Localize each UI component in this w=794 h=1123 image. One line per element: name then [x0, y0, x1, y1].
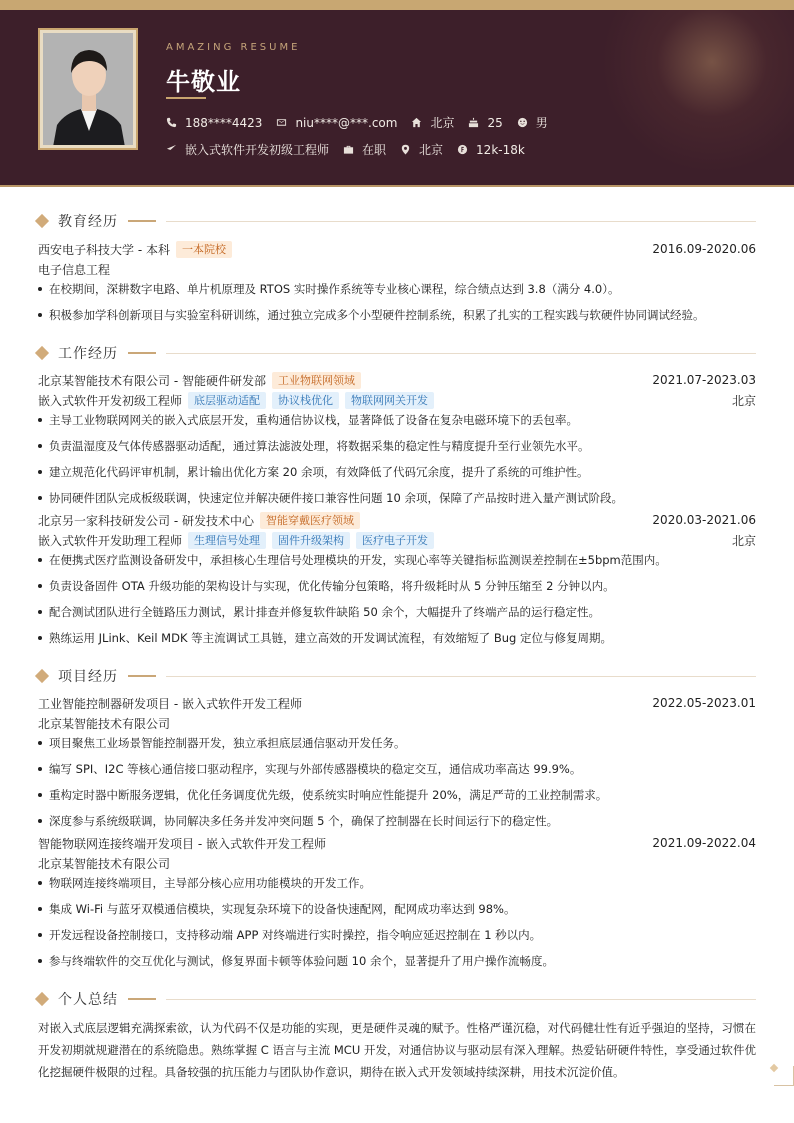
school-name: 西安电子科技大学 - 本科	[38, 242, 170, 257]
project-bullet: 物联网连接终端项目，主导部分核心应用功能模块的开发工作。	[38, 873, 756, 899]
skill-tag: 生理信号处理	[188, 532, 266, 549]
education-date: 2016.09-2020.06	[652, 242, 756, 256]
project-company-line	[38, 853, 756, 873]
major-name: 电子信息工程	[38, 262, 111, 277]
work-bullet: 在便携式医疗监测设备研发中，承担核心生理信号处理模块的开发，实现心率等关键指标监测误差控制在±5bpm范围内。	[38, 550, 756, 576]
work-bullet: 负责设备固件 OTA 升级功能的架构设计与实现，优化传输分包策略，将升级耗时从 5 分钟压缩至 2 分钟以内。	[38, 576, 756, 602]
work-header-line	[38, 510, 756, 530]
school-tier-tag: 一本院校	[176, 241, 232, 258]
section-heading: 个人总结	[58, 992, 118, 1008]
briefcase-icon	[343, 144, 354, 155]
heading-accent-bar	[128, 220, 156, 222]
smile-icon	[517, 117, 528, 128]
send-icon	[166, 144, 177, 155]
gender-text: 男	[535, 116, 548, 130]
role-name: 嵌入式软件开发初级工程师	[38, 393, 183, 408]
project-company-line	[38, 713, 756, 733]
work-bullet: 建立规范化代码评审机制，累计输出优化方案 20 余项，有效降低了代码冗余度，提升了系统的可维护性。	[38, 462, 756, 488]
project-header-line	[38, 693, 756, 713]
project-bullet: 编写 SPI、I2C 等核心通信接口驱动程序，实现与外部传感器模块的稳定交互，通信成功率高达 99.9%。	[38, 759, 756, 785]
target-role-text: 嵌入式软件开发初级工程师	[185, 143, 330, 157]
phone-item	[166, 116, 262, 130]
coin-icon	[457, 144, 468, 155]
email-text: niu****@***.com	[295, 115, 398, 130]
work-bullet: 协同硬件团队完成板级联调，快速定位并解决硬件接口兼容性问题 10 余项，保障了产品按时进入量产测试阶段。	[38, 488, 756, 514]
company-name: 北京另一家科技研发公司 - 研发技术中心	[38, 513, 254, 528]
work-location: 北京	[731, 393, 756, 408]
heading-accent-bar	[128, 998, 156, 1000]
industry-tag: 智能穿戴医疗领域	[260, 512, 360, 529]
target-city-text: 北京	[419, 143, 444, 157]
diamond-icon	[35, 214, 49, 228]
heading-accent-bar	[128, 352, 156, 354]
resume-tagline: AMAZING RESUME	[166, 42, 301, 53]
heading-rule	[166, 353, 756, 354]
work-entry	[38, 370, 756, 514]
work-header-line	[38, 370, 756, 390]
education-section-title	[34, 211, 756, 231]
diamond-icon	[35, 346, 49, 360]
skill-tag: 固件升级架构	[272, 532, 350, 549]
project-company: 北京某智能技术有限公司	[38, 856, 171, 871]
project-entry	[38, 693, 756, 837]
heading-rule	[166, 999, 756, 1000]
company-name: 北京某智能技术有限公司 - 智能硬件研发部	[38, 373, 266, 388]
email-item	[276, 116, 397, 130]
age-text: 25	[487, 115, 503, 130]
top-accent-strip	[0, 0, 794, 10]
work-entry	[38, 510, 756, 654]
work-date: 2020.03-2021.06	[652, 513, 756, 527]
project-bullet: 重构定时器中断服务逻辑，优化任务调度优先级，使系统实时响应性能提升 20%，满足严苛的工业控制需求。	[38, 785, 756, 811]
profile-photo-frame	[38, 28, 138, 150]
skill-tag: 底层驱动适配	[188, 392, 266, 409]
project-bullet: 深度参与系统级联调，协同解决多任务并发冲突问题 5 个，确保了控制器在长时间运行下的稳定性。	[38, 811, 756, 837]
major-line	[38, 259, 756, 279]
contact-row	[166, 114, 562, 131]
work-bullet: 配合测试团队进行全链路压力测试，累计排查并修复软件缺陷 50 余个，大幅提升了终端产品的运行稳定性。	[38, 602, 756, 628]
corner-rule-horizontal	[774, 1085, 794, 1086]
salary-item	[457, 143, 525, 157]
mail-icon	[276, 117, 287, 128]
education-header-line	[38, 239, 756, 259]
profile-photo	[43, 33, 133, 145]
diamond-icon	[35, 669, 49, 683]
summary-block	[38, 1017, 756, 1083]
project-bullet: 项目聚焦工业场景智能控制器开发，独立承担底层通信驱动开发任务。	[38, 733, 756, 759]
project-title: 工业智能控制器研发项目 - 嵌入式软件开发工程师	[38, 696, 302, 711]
role-name: 嵌入式软件开发助理工程师	[38, 533, 183, 548]
city-item	[411, 114, 454, 131]
person-avatar-icon	[43, 33, 133, 145]
role-line	[38, 530, 756, 550]
phone-text: 188****4423	[185, 115, 263, 130]
location-pin-icon	[400, 144, 411, 155]
skill-tag: 协议栈优化	[272, 392, 339, 409]
section-heading: 工作经历	[58, 346, 118, 362]
summary-section-title	[34, 989, 756, 1009]
heading-rule	[166, 676, 756, 677]
heading-accent-bar	[128, 675, 156, 677]
project-date: 2021.09-2022.04	[652, 836, 756, 850]
header-banner	[0, 10, 794, 187]
city-text: 北京	[430, 116, 455, 130]
heading-rule	[166, 221, 756, 222]
home-icon	[411, 117, 422, 128]
section-heading: 项目经历	[58, 669, 118, 685]
summary-text: 对嵌入式底层逻辑充满探索欲，认为代码不仅是功能的实现，更是硬件灵魂的赋予。性格严谨沉稳，对代码健壮性有近乎强迫的坚持，习惯在开发初期就规避潜在的系统隐患。熟练掌握 C 语言与主流 MCU 开发，对通信协议与驱动层有深入理解。热爱钻研硬件特性，享受通过软件优化挖掘硬件极限的过程。具备较强的抗压能力与团队协作意识，期待在嵌入式开发领域持续深耕，用技术沉淀价值。	[38, 1021, 756, 1079]
project-bullet: 开发远程设备控制接口，支持移动端 APP 对终端进行实时操控，指令响应延迟控制在 1 秒以内。	[38, 925, 756, 951]
section-heading: 教育经历	[58, 214, 118, 230]
target-city-item	[400, 141, 443, 158]
projects-section-title	[34, 666, 756, 686]
project-company: 北京某智能技术有限公司	[38, 716, 171, 731]
work-bullet: 负责温湿度及气体传感器驱动适配，通过算法滤波处理，将数据采集的稳定性与精度提升至行业领先水平。	[38, 436, 756, 462]
education-entry	[38, 239, 756, 331]
salary-text: 12k-18k	[476, 142, 525, 157]
header-divider	[0, 185, 794, 187]
role-line	[38, 390, 756, 410]
target-role-item	[166, 141, 329, 158]
corner-diamond-icon	[768, 1062, 782, 1076]
work-date: 2021.07-2023.03	[652, 373, 756, 387]
name-underline	[166, 97, 206, 99]
project-entry	[38, 833, 756, 977]
work-bullet: 熟练运用 JLink、Keil MDK 等主流调试工具链，建立高效的开发调试流程，有效缩短了 Bug 定位与修复周期。	[38, 628, 756, 654]
job-intent-row	[166, 141, 539, 158]
status-text: 在职	[362, 143, 387, 157]
status-item	[343, 141, 386, 158]
project-bullet: 参与终端软件的交互优化与测试，修复界面卡顿等体验问题 10 余个，显著提升了用户操作流畅度。	[38, 951, 756, 977]
age-item	[468, 116, 502, 130]
work-location: 北京	[731, 533, 756, 548]
project-title: 智能物联网连接终端开发项目 - 嵌入式软件开发工程师	[38, 836, 326, 851]
education-bullet: 积极参加学科创新项目与实验室科研训练，通过独立完成多个小型硬件控制系统，积累了扎实的工程实践与软硬件协同调试经验。	[38, 305, 756, 331]
cake-icon	[468, 117, 479, 128]
phone-icon	[166, 117, 177, 128]
work-section-title	[34, 343, 756, 363]
skill-tag: 物联网网关开发	[345, 392, 434, 409]
project-header-line	[38, 833, 756, 853]
project-date: 2022.05-2023.01	[652, 696, 756, 710]
skill-tag: 医疗电子开发	[356, 532, 434, 549]
project-bullet: 集成 Wi-Fi 与蓝牙双模通信模块，实现复杂环境下的设备快速配网，配网成功率达到 98%。	[38, 899, 756, 925]
education-bullet: 在校期间，深耕数字电路、单片机原理及 RTOS 实时操作系统等专业核心课程，综合绩点达到 3.8（满分 4.0）。	[38, 279, 756, 305]
gender-item	[517, 114, 548, 131]
diamond-icon	[35, 992, 49, 1006]
industry-tag: 工业物联网领域	[272, 372, 361, 389]
work-bullet: 主导工业物联网网关的嵌入式底层开发，重构通信协议栈，显著降低了设备在复杂电磁环境下的丢包率。	[38, 410, 756, 436]
candidate-name: 牛敬业	[166, 68, 241, 96]
